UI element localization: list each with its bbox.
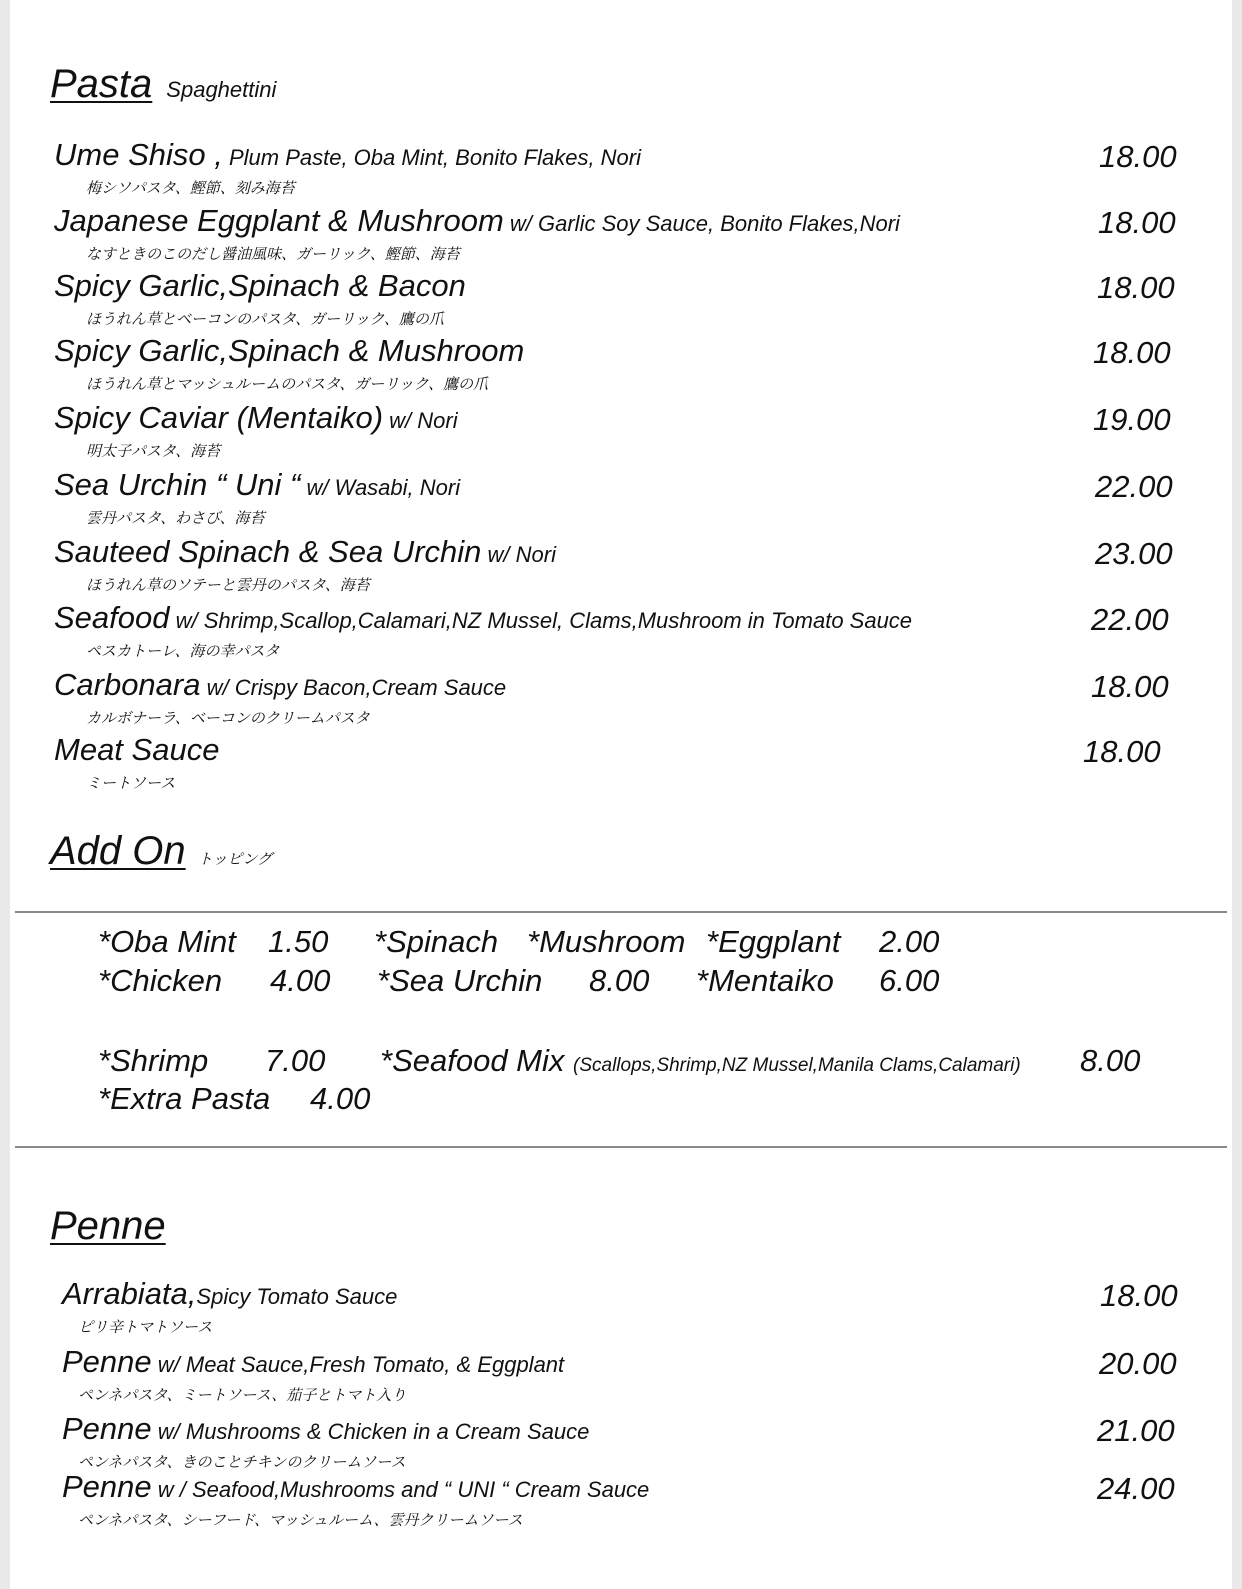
item-name: Penne xyxy=(62,1411,152,1446)
item-name: Spicy Garlic,Spinach & Bacon xyxy=(54,268,466,303)
addon-item: *Oba Mint xyxy=(98,924,236,959)
item-desc: w/ Wasabi, Nori xyxy=(300,475,461,500)
addon-item: *Mentaiko xyxy=(696,963,834,998)
item-price: 18.00 xyxy=(1097,270,1175,305)
menu-item xyxy=(10,203,1232,265)
item-jp: カルボナーラ、ベーコンのクリームパスタ xyxy=(86,710,370,727)
addon-price: 8.00 xyxy=(1080,1043,1141,1078)
menu-page xyxy=(10,0,1232,1589)
addon-item: *Eggplant xyxy=(706,924,841,959)
item-name: Penne xyxy=(62,1469,152,1504)
menu-item xyxy=(10,1276,1232,1338)
menu-item xyxy=(10,268,1232,330)
item-desc: w/ Nori xyxy=(481,542,556,567)
item-desc: w/ Crispy Bacon,Cream Sauce xyxy=(200,675,507,700)
item-price: 18.00 xyxy=(1100,1278,1178,1313)
item-desc: Plum Paste, Oba Mint, Bonito Flakes, Nori xyxy=(222,145,642,170)
item-price: 21.00 xyxy=(1097,1413,1175,1448)
item-price: 19.00 xyxy=(1093,402,1171,437)
item-jp: ほうれん草とベーコンのパスタ、ガーリック、鷹の爪 xyxy=(86,311,444,328)
addon-price: 4.00 xyxy=(270,963,331,998)
item-desc: w/ Meat Sauce,Fresh Tomato, & Eggplant xyxy=(151,1352,565,1377)
addon-subtitle: トッピング xyxy=(197,851,272,868)
addon-item: *Chicken xyxy=(98,963,223,998)
item-price: 22.00 xyxy=(1091,602,1169,637)
item-jp: ピリ辛トマトソース xyxy=(78,1319,213,1336)
item-price: 20.00 xyxy=(1099,1346,1177,1381)
item-jp: ペスカトーレ、海の幸パスタ xyxy=(86,643,280,660)
item-jp: ミートソース xyxy=(86,775,176,792)
addon-price: 1.50 xyxy=(268,924,329,959)
item-name: Japanese Eggplant & Mushroom xyxy=(54,203,504,238)
item-price: 18.00 xyxy=(1083,734,1161,769)
item-desc: w / Seafood,Mushrooms and “ UNI “ Cream Sauce xyxy=(151,1477,650,1502)
item-name: Ume Shiso , xyxy=(54,137,223,172)
menu-item xyxy=(10,333,1232,395)
item-desc: w/ Nori xyxy=(383,408,458,433)
menu-item xyxy=(10,1344,1232,1406)
menu-item xyxy=(10,400,1232,462)
addon-item: *Mushroom xyxy=(527,924,686,959)
addon-item-note: (Scallops,Shrimp,NZ Mussel,Manila Clams,Calamari) xyxy=(573,1055,1021,1076)
addon-item: *Extra Pasta xyxy=(98,1081,271,1116)
addon-title: Add On xyxy=(50,829,186,873)
item-jp: ペンネパスタ、シーフード、マッシュルーム、雲丹クリームソース xyxy=(78,1512,523,1529)
item-jp: ほうれん草とマッシュルームのパスタ、ガーリック、鷹の爪 xyxy=(86,376,489,393)
item-jp: ペンネパスタ、きのことチキンのクリームソース xyxy=(78,1454,406,1471)
addon-price: 6.00 xyxy=(879,963,940,998)
item-price: 23.00 xyxy=(1095,536,1173,571)
addon-price: 4.00 xyxy=(310,1081,371,1116)
item-jp: 明太子パスタ、海苔 xyxy=(86,443,221,460)
addon-item xyxy=(380,1043,1021,1079)
menu-item xyxy=(10,667,1232,729)
item-price: 22.00 xyxy=(1095,469,1173,504)
item-name: Seafood xyxy=(54,600,170,635)
divider xyxy=(15,1146,1227,1148)
item-jp: ペンネパスタ、ミートソース、茄子とトマト入り xyxy=(78,1387,407,1404)
addon-item-name: *Seafood Mix xyxy=(380,1043,565,1078)
item-name: Arrabiata, xyxy=(62,1276,197,1311)
pasta-title: Pasta xyxy=(50,62,153,106)
menu-item xyxy=(10,1411,1232,1473)
menu-item xyxy=(10,467,1232,529)
item-name: Penne xyxy=(62,1344,152,1379)
item-desc: w/ Garlic Soy Sauce, Bonito Flakes,Nori xyxy=(503,211,900,236)
pasta-subtitle: Spaghettini xyxy=(166,77,277,102)
penne-heading xyxy=(50,1204,166,1249)
addon-item: *Sea Urchin xyxy=(377,963,543,998)
item-desc: w/ Shrimp,Scallop,Calamari,NZ Mussel, Clams,Mushroom in Tomato Sauce xyxy=(169,608,913,633)
item-jp: 梅シソパスタ、鰹節、刻み海苔 xyxy=(86,180,295,197)
addon-item: *Shrimp xyxy=(98,1043,209,1078)
addon-price: 7.00 xyxy=(265,1043,326,1078)
item-price: 24.00 xyxy=(1097,1471,1175,1506)
menu-item xyxy=(10,600,1232,662)
addon-item: *Spinach xyxy=(374,924,499,959)
item-jp: なすときのこのだし醤油風味、ガーリック、鰹節、海苔 xyxy=(86,246,460,263)
penne-title: Penne xyxy=(50,1204,166,1248)
item-jp: 雲丹パスタ、わさび、海苔 xyxy=(86,510,265,527)
divider xyxy=(15,911,1227,913)
item-name: Carbonara xyxy=(54,667,201,702)
item-desc: Spicy Tomato Sauce xyxy=(196,1284,398,1309)
menu-item xyxy=(10,1469,1232,1531)
addon-price: 2.00 xyxy=(879,924,940,959)
item-name: Spicy Caviar (Mentaiko) xyxy=(54,400,384,435)
item-name: Spicy Garlic,Spinach & Mushroom xyxy=(54,333,525,368)
item-name: Meat Sauce xyxy=(54,732,220,767)
addon-heading xyxy=(50,829,272,874)
menu-item xyxy=(10,137,1232,199)
item-jp: ほうれん草のソテーと雲丹のパスタ、海苔 xyxy=(86,577,370,594)
item-price: 18.00 xyxy=(1091,669,1169,704)
menu-item xyxy=(10,534,1232,596)
item-price: 18.00 xyxy=(1098,205,1176,240)
addon-price: 8.00 xyxy=(589,963,650,998)
item-price: 18.00 xyxy=(1099,139,1177,174)
menu-item xyxy=(10,732,1232,794)
item-desc: w/ Mushrooms & Chicken in a Cream Sauce xyxy=(151,1419,590,1444)
item-name: Sauteed Spinach & Sea Urchin xyxy=(54,534,482,569)
item-price: 18.00 xyxy=(1093,335,1171,370)
item-name: Sea Urchin “ Uni “ xyxy=(54,467,301,502)
pasta-heading xyxy=(50,62,276,107)
